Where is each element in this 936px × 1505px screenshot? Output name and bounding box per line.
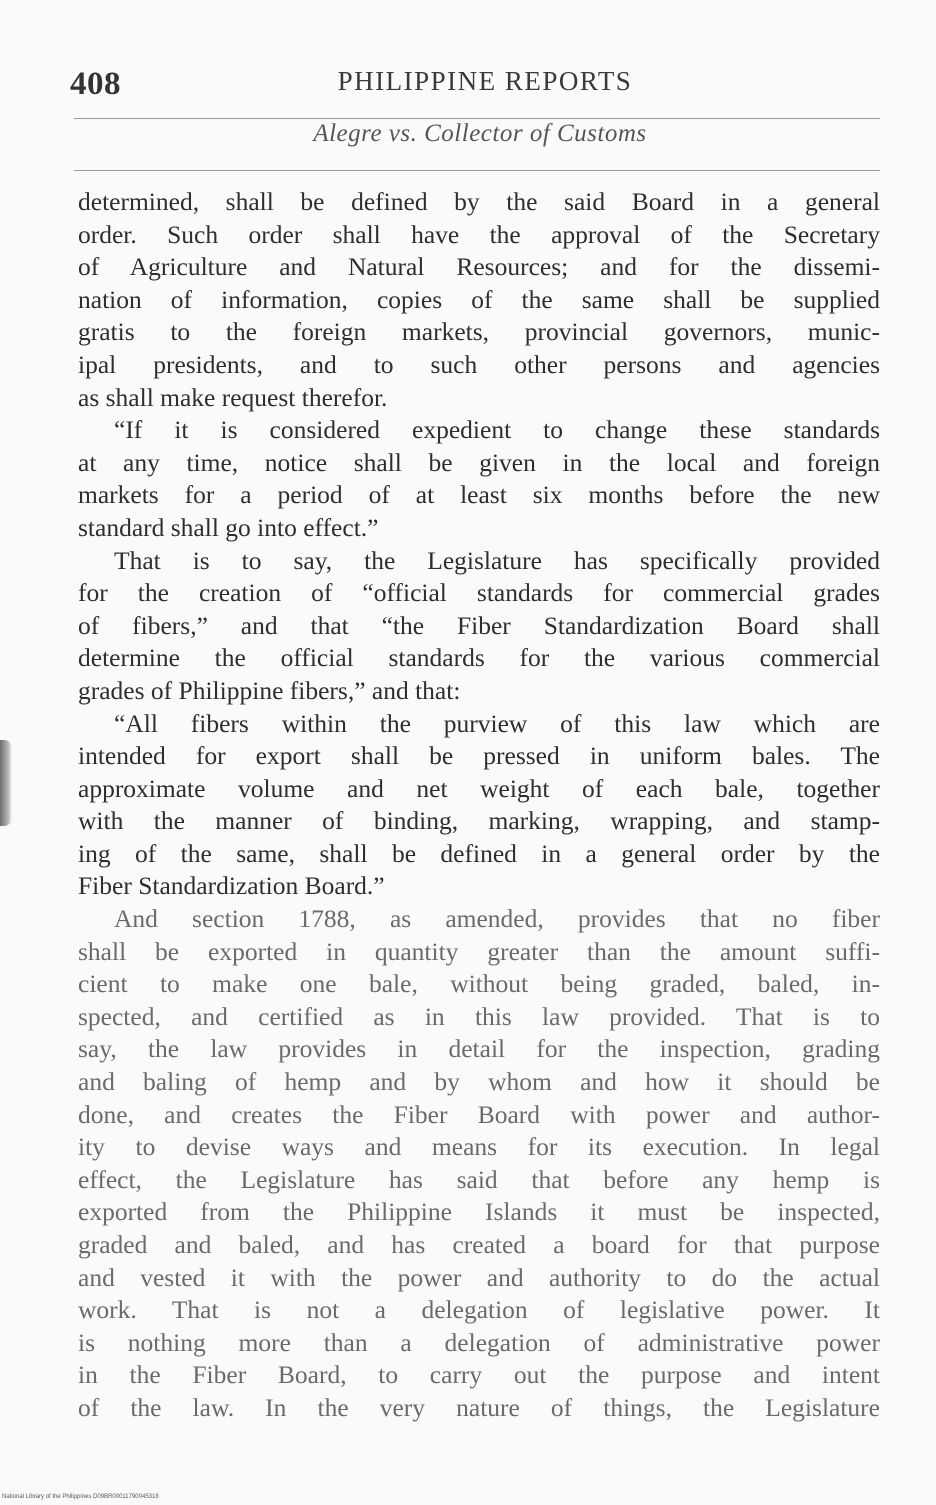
- text-line: standard shall go into effect.”: [78, 512, 379, 542]
- running-head: PHILIPPINE REPORTS: [337, 66, 633, 96]
- text-line: in the Fiber Board, to carry out the purpose and intent: [78, 1360, 880, 1390]
- text-line: intended for export shall be pressed in uniform bales. The: [78, 741, 880, 771]
- text-line: of the law. In the very nature of things, the Legislature: [78, 1392, 880, 1422]
- footer-source-label: National Library of the Philippines D09BR00011790045318: [2, 1494, 159, 1500]
- text-line: approximate volume and net weight of each bale, together: [78, 773, 880, 803]
- text-line: determine the official standards for the various commercial: [78, 643, 880, 673]
- header-rule-top: [74, 118, 880, 119]
- text-line: ing of the same, shall be defined in a general order by the: [78, 838, 880, 868]
- header-rule-bottom: [74, 170, 880, 171]
- text-line: work. That is not a delegation of legislative power. It: [78, 1295, 880, 1325]
- text-line: cient to make one bale, without being graded, baled, in-: [78, 969, 880, 999]
- text-line: shall be exported in quantity greater than the amount suffi-: [78, 936, 880, 966]
- page-number: 408: [70, 66, 121, 102]
- text-line: determined, shall be defined by the said Board in a general: [78, 187, 880, 216]
- text-line: “All fibers within the purview of this law which are: [114, 708, 880, 738]
- text-line: nation of information, copies of the same shall be supplied: [78, 284, 880, 314]
- case-title: Alegre vs. Collector of Customs: [313, 120, 647, 147]
- text-line: done, and creates the Fiber Board with power and author-: [78, 1099, 880, 1129]
- text-line: and baling of hemp and by whom and how it should be: [78, 1067, 880, 1097]
- text-line: “If it is considered expedient to change these standards: [114, 415, 880, 445]
- text-line: exported from the Philippine Islands it must be inspected,: [78, 1197, 880, 1227]
- text-line: of fibers,” and that “the Fiber Standardization Board shall: [78, 610, 880, 640]
- text-line: graded and baled, and has created a board for that purpose: [78, 1230, 880, 1259]
- text-line: and vested it with the power and authority to do the actual: [78, 1262, 880, 1292]
- text-line: say, the law provides in detail for the inspection, grading: [78, 1034, 880, 1064]
- text-line: ity to devise ways and means for its execution. In legal: [78, 1132, 880, 1162]
- text-line: spected, and certified as in this law provided. That is to: [78, 1001, 880, 1031]
- text-line: for the creation of “official standards for commercial grades: [78, 578, 880, 608]
- text-line: of Agriculture and Natural Resources; and for the dissemi-: [78, 252, 880, 282]
- text-line: And section 1788, as amended, provides that no fiber: [114, 904, 880, 934]
- body-text: [78, 186, 880, 1425]
- text-line: with the manner of binding, marking, wrapping, and stamp-: [78, 806, 880, 836]
- margin-binding-mark: [0, 740, 12, 826]
- text-line: That is to say, the Legislature has specifically provided: [114, 545, 880, 575]
- text-line: effect, the Legislature has said that before any hemp is: [78, 1164, 880, 1194]
- text-line: is nothing more than a delegation of administrative power: [78, 1327, 880, 1357]
- text-line: order. Such order shall have the approval of the Secretary: [78, 219, 880, 249]
- text-line: gratis to the foreign markets, provincial governors, munic-: [78, 317, 880, 347]
- text-line: as shall make request therefor.: [78, 382, 388, 412]
- text-line: grades of Philippine fibers,” and that:: [78, 675, 461, 705]
- text-line: markets for a period of at least six months before the new: [78, 480, 880, 510]
- text-line: Fiber Standardization Board.”: [78, 871, 385, 901]
- text-line: ipal presidents, and to such other persons and agencies: [78, 349, 880, 379]
- text-line: at any time, notice shall be given in the local and foreign: [78, 447, 880, 477]
